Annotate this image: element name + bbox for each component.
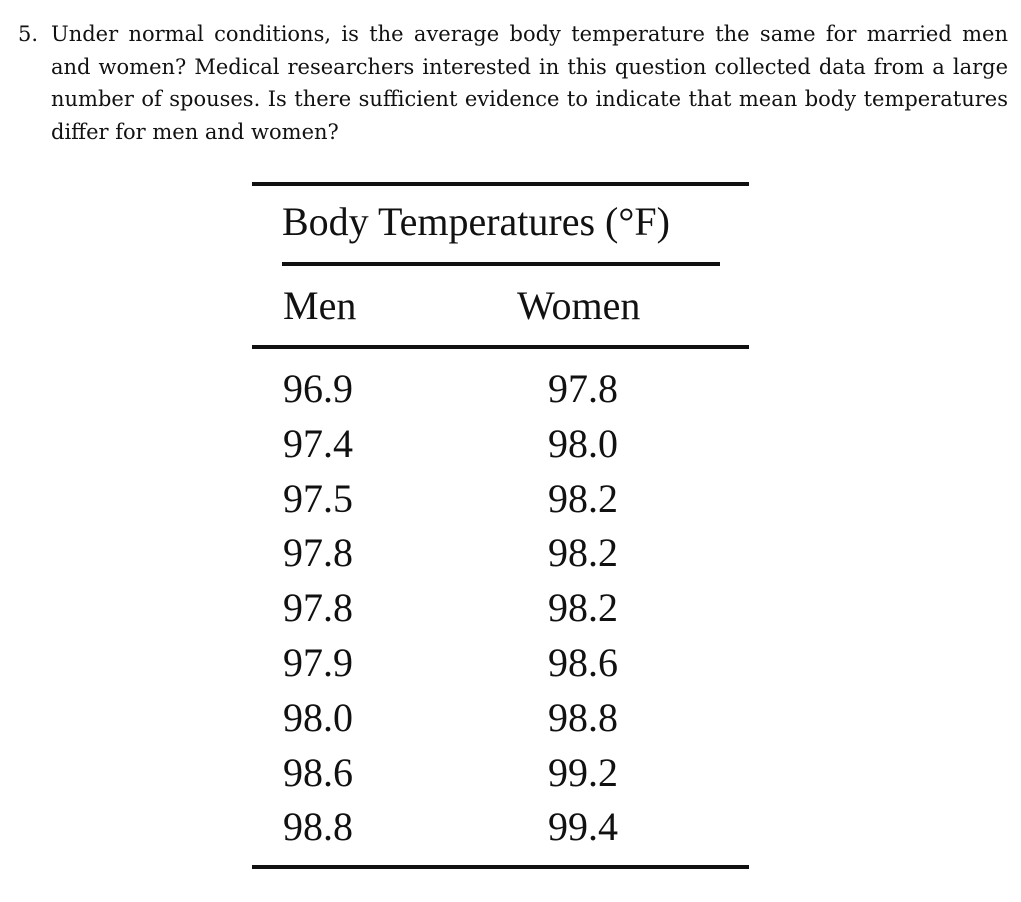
women-temperature-cell: 98.6 bbox=[548, 639, 618, 685]
column-header-women: Women bbox=[517, 283, 641, 328]
table-row bbox=[252, 691, 749, 746]
women-temperature-cell: 98.2 bbox=[548, 530, 618, 576]
men-temperature-cell: 96.9 bbox=[283, 366, 353, 411]
table-bottom-rule bbox=[252, 865, 749, 869]
caption-rule bbox=[282, 262, 720, 266]
women-temperature-cell: 99.4 bbox=[548, 804, 618, 850]
men-temperature-cell: 98.8 bbox=[283, 804, 353, 850]
table-row bbox=[252, 362, 749, 417]
header-rule bbox=[252, 345, 749, 349]
women-temperature-cell: 98.2 bbox=[548, 475, 618, 521]
men-temperature-cell: 97.4 bbox=[283, 420, 353, 466]
body-temperature-table bbox=[252, 182, 749, 872]
men-temperature-cell: 97.9 bbox=[283, 639, 353, 685]
table-row bbox=[252, 581, 749, 636]
table-row bbox=[252, 636, 749, 691]
table-top-rule bbox=[252, 182, 749, 186]
men-temperature-cell: 97.5 bbox=[283, 475, 353, 521]
table-caption: Body Temperatures (°F) bbox=[282, 199, 670, 244]
table-row bbox=[252, 746, 749, 801]
men-temperature-cell: 97.8 bbox=[283, 585, 353, 631]
problem-text: Under normal conditions, is the average body temperature the same for married men and women? Medical researchers interested in this question collected data from a large number of spouses. Is there sufficient evidence to indicate that mean body temperatures differ for men and women? bbox=[51, 22, 1008, 144]
women-temperature-cell: 98.0 bbox=[548, 420, 618, 466]
men-temperature-cell: 97.8 bbox=[283, 530, 353, 576]
column-header-men: Men bbox=[283, 283, 357, 328]
women-temperature-cell: 97.8 bbox=[548, 366, 618, 411]
women-temperature-cell: 98.8 bbox=[548, 694, 618, 740]
table-row bbox=[252, 800, 749, 855]
women-temperature-cell: 98.2 bbox=[548, 585, 618, 631]
women-temperature-cell: 99.2 bbox=[548, 749, 618, 795]
table-row bbox=[252, 417, 749, 472]
table-row bbox=[252, 526, 749, 581]
table-row bbox=[252, 472, 749, 527]
table-body bbox=[252, 362, 749, 855]
problem-statement bbox=[18, 18, 1008, 148]
men-temperature-cell: 98.6 bbox=[283, 749, 353, 795]
men-temperature-cell: 98.0 bbox=[283, 694, 353, 740]
problem-number: 5. bbox=[18, 22, 39, 46]
